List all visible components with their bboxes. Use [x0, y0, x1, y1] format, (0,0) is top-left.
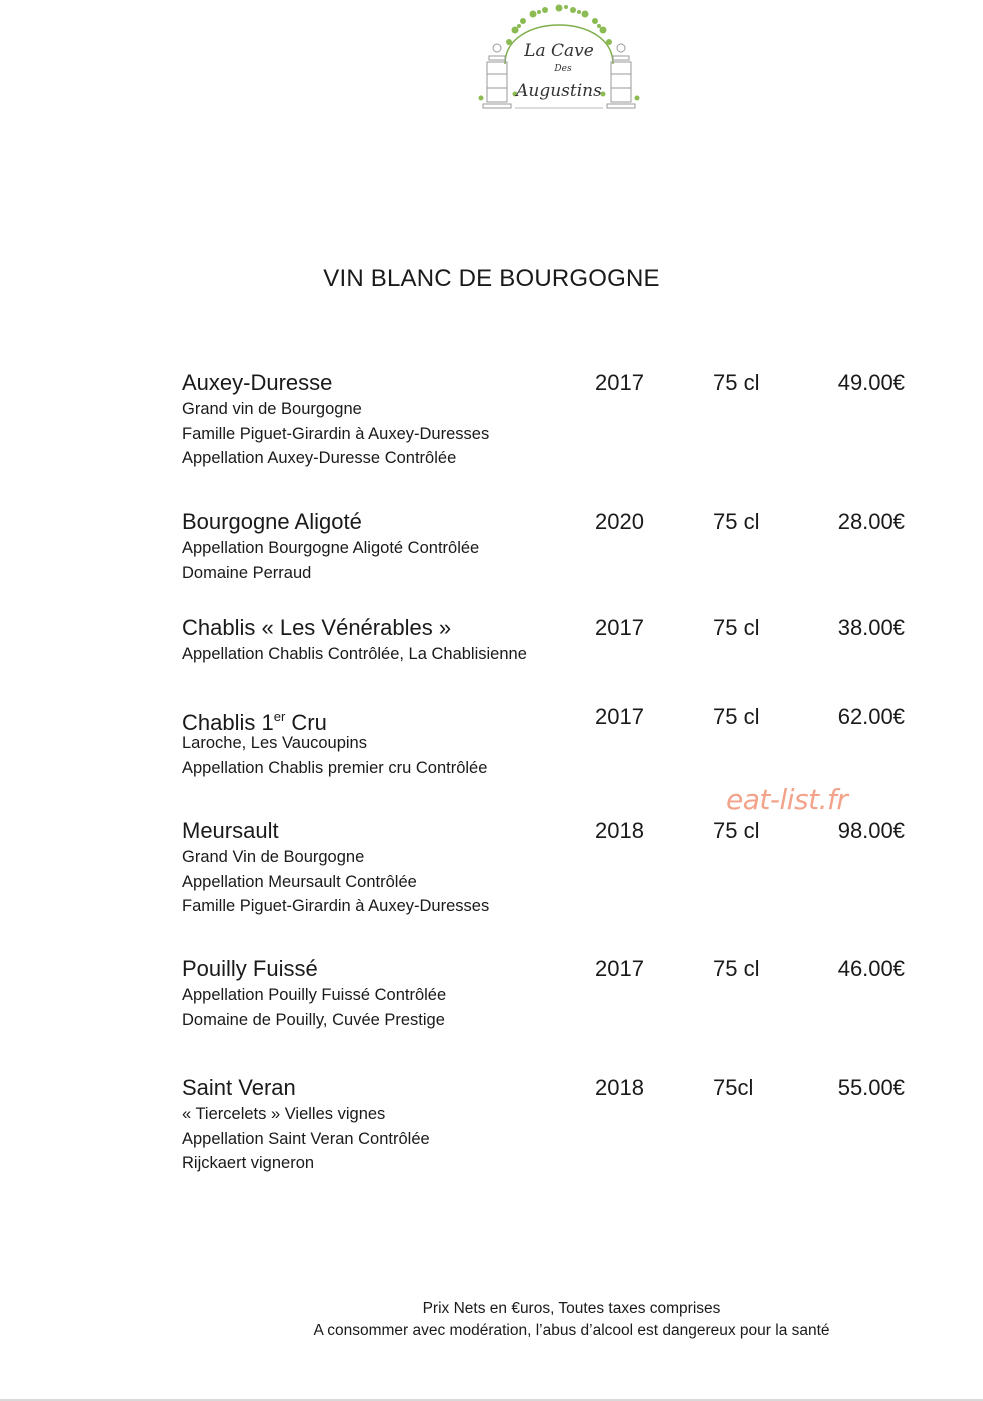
footer	[0, 1298, 983, 1342]
wine-name: Bourgogne Aligoté	[182, 509, 362, 534]
wine-item-saint-veran	[182, 1073, 922, 1176]
wine-detail-line: Appellation Pouilly Fuissé Contrôlée	[182, 986, 447, 1004]
wine-detail-line: Appellation Saint Veran Contrôlée	[182, 1129, 430, 1148]
wine-detail-line: Grand Vin de Bourgogne	[182, 848, 365, 866]
page-title: VIN BLANC DE BOURGOGNE	[323, 265, 660, 292]
wine-volume: 75 cl	[713, 818, 760, 843]
wine-volume: 75 cl	[713, 704, 760, 729]
wine-volume: 75 cl	[713, 370, 760, 395]
wine-price: 55.00€	[837, 1075, 905, 1100]
footer-price-note: Prix Nets en €uros, Toutes taxes comprises	[422, 1300, 721, 1317]
wine-detail-line: Laroche, Les Vaucoupins	[182, 734, 367, 752]
wine-details	[182, 845, 922, 919]
wine-price: 62.00€	[837, 704, 905, 729]
wine-details	[182, 397, 922, 471]
wine-detail-line: Famille Piguet-Girardin à Auxey-Duresses	[182, 897, 490, 915]
wine-name	[182, 702, 327, 738]
wine-price: 98.00€	[837, 818, 905, 843]
wine-item-meursault	[182, 816, 922, 919]
wine-volume: 75 cl	[713, 615, 760, 640]
wine-detail-line: Appellation Chablis Contrôlée, La Chablisienne	[182, 645, 527, 663]
wine-year: 2020	[595, 509, 644, 534]
wine-detail-line: Appellation Bourgogne Aligoté Contrôlée	[182, 539, 480, 557]
logo-line3: Augustins	[516, 81, 602, 101]
wine-item-chablis-1er-cru	[182, 702, 922, 780]
wine-name: Saint Veran	[182, 1075, 296, 1100]
wine-details	[182, 1102, 922, 1176]
wine-detail-line: Rijckaert vigneron	[182, 1154, 315, 1172]
wine-volume: 75cl	[713, 1075, 754, 1100]
wine-details	[182, 731, 922, 780]
wine-detail-line: Appellation Meursault Contrôlée	[182, 872, 417, 891]
wine-item-chablis-venerables	[182, 613, 922, 667]
wine-year: 2018	[595, 1075, 644, 1100]
wine-detail-line: Domaine de Pouilly, Cuvée Prestige	[182, 1010, 445, 1029]
wine-item-auxey-duresse	[182, 368, 922, 471]
wine-details	[182, 983, 922, 1032]
wine-detail-line: Appellation Auxey-Duresse Contrôlée	[182, 449, 457, 467]
wine-year: 2018	[595, 818, 644, 843]
wine-item-bourgogne-aligote	[182, 507, 922, 585]
wine-price: 49.00€	[837, 370, 905, 395]
wine-detail-line: « Tiercelets » Vielles vignes	[182, 1105, 386, 1123]
wine-name: Chablis « Les Vénérables »	[182, 615, 452, 640]
wine-details	[182, 536, 922, 585]
wine-year: 2017	[595, 370, 644, 395]
wine-name: Pouilly Fuissé	[182, 956, 318, 981]
footer-health-warning: A consommer avec modération, l’abus d’alcool est dangereux pour la santé	[313, 1322, 830, 1339]
wine-name: Auxey-Duresse	[182, 370, 333, 395]
wine-detail-line: Grand vin de Bourgogne	[182, 400, 362, 418]
wine-name-superscript: er	[273, 709, 286, 724]
wine-price: 28.00€	[837, 509, 905, 534]
watermark: eat-list.fr	[726, 783, 848, 816]
wine-year: 2017	[595, 704, 644, 729]
wine-name-main: Chablis 1	[182, 710, 274, 735]
wine-year: 2017	[595, 956, 644, 981]
wine-detail-line: Domaine Perraud	[182, 563, 312, 582]
wine-detail-line: Appellation Chablis premier cru Contrôlée	[182, 758, 488, 777]
logo-line2: Des	[554, 64, 572, 74]
logo-line1: La Cave	[524, 41, 594, 61]
wine-volume: 75 cl	[713, 509, 760, 534]
wine-item-pouilly-fuisse	[182, 954, 922, 1032]
wine-detail-line: Famille Piguet-Girardin à Auxey-Duresses	[182, 424, 490, 443]
wine-name-suffix: Cru	[285, 710, 327, 735]
wine-year: 2017	[595, 615, 644, 640]
wine-volume: 75 cl	[713, 956, 760, 981]
wine-details	[182, 642, 922, 667]
wine-name: Meursault	[182, 818, 279, 843]
logo-arch-icon	[475, 2, 643, 118]
wine-price: 38.00€	[837, 615, 905, 640]
wine-price: 46.00€	[837, 956, 905, 981]
logo	[475, 2, 643, 118]
